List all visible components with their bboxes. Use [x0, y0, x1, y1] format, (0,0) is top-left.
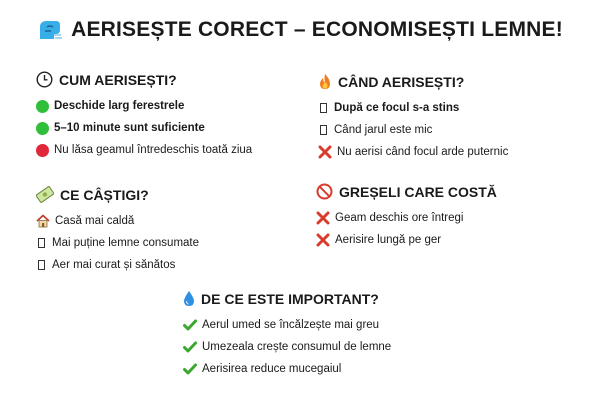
section-why: [183, 290, 391, 380]
check-mark-icon: [183, 363, 197, 375]
missing-glyph-icon: [318, 103, 329, 113]
list-item: 5–10 minute sunt suficiente: [36, 117, 252, 139]
missing-glyph-icon: [318, 125, 329, 135]
clock-icon: [36, 71, 53, 88]
missing-glyph-icon: [36, 260, 47, 270]
list-item: După ce focul s-a stins: [318, 97, 508, 119]
red-circle-icon: [36, 144, 49, 157]
section-gain-heading: CE CÂȘTIGI?: [36, 186, 199, 203]
section-when: [318, 73, 508, 163]
section-why-heading: DE CE ESTE IMPORTANT?: [183, 290, 391, 307]
prohibited-icon: [316, 183, 333, 200]
cross-mark-icon: [316, 211, 330, 225]
wind-face-icon: [37, 18, 63, 42]
list-item: Aerisirea reduce mucegaiul: [183, 358, 391, 380]
section-gain: [36, 186, 199, 276]
house-icon: [36, 214, 50, 228]
check-mark-icon: [183, 319, 197, 331]
check-mark-icon: [183, 341, 197, 353]
cross-mark-icon: [318, 145, 332, 159]
section-mistakes: [316, 183, 497, 251]
list-item: Casă mai caldă: [36, 210, 199, 232]
fire-icon: [318, 73, 332, 90]
list-item: Mai puține lemne consumate: [36, 232, 199, 254]
droplet-icon: [183, 290, 195, 307]
missing-glyph-icon: [36, 238, 47, 248]
list-item: Umezeala crește consumul de lemne: [183, 336, 391, 358]
money-icon: [36, 186, 54, 203]
section-when-heading: CÂND AERISEȘTI?: [318, 73, 508, 90]
green-circle-icon: [36, 122, 49, 135]
section-mistakes-heading: GREȘELI CARE COSTĂ: [316, 183, 497, 200]
green-circle-icon: [36, 100, 49, 113]
list-item: Aerisire lungă pe ger: [316, 229, 497, 251]
list-item: Deschide larg ferestrele: [36, 95, 252, 117]
list-item: Nu aerisi când focul arde puternic: [318, 141, 508, 163]
section-how: [36, 71, 252, 161]
list-item: Geam deschis ore întregi: [316, 207, 497, 229]
list-item: Nu lăsa geamul întredeschis toată ziua: [36, 139, 252, 161]
section-how-heading: CUM AERISEȘTI?: [36, 71, 252, 88]
page-title: AERISEȘTE CORECT – ECONOMISEȘTI LEMNE!: [71, 18, 563, 41]
page-header: [0, 18, 600, 42]
cross-mark-icon: [316, 233, 330, 247]
list-item: Aerul umed se încălzește mai greu: [183, 314, 391, 336]
list-item: Când jarul este mic: [318, 119, 508, 141]
list-item: Aer mai curat și sănătos: [36, 254, 199, 276]
